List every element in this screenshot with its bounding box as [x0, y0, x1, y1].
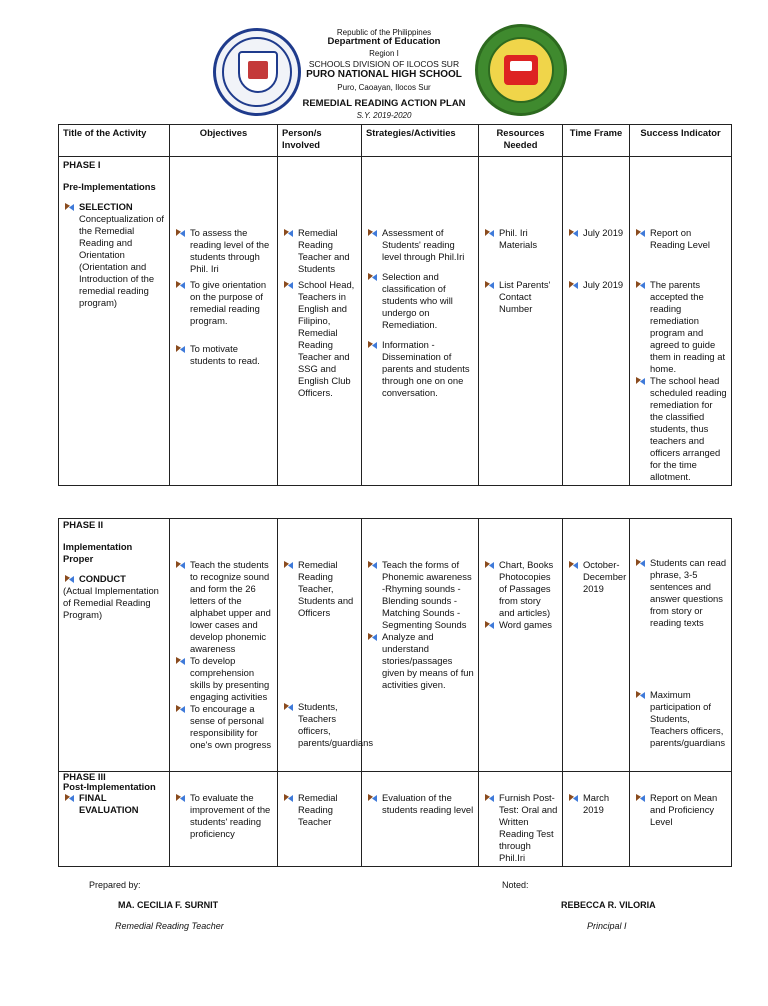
- objectives-cell: [170, 519, 278, 772]
- resource-item: List Parents' Contact Number: [499, 279, 551, 314]
- bullet-icon: [636, 377, 645, 385]
- noted-label: Noted:: [502, 880, 529, 890]
- bullet-icon: [368, 229, 377, 237]
- timeframe-cell: [563, 157, 630, 486]
- activity-cell: [59, 772, 170, 867]
- stage-label: Post-Implementation: [63, 781, 156, 792]
- bullet-icon: [284, 794, 293, 802]
- person-item: School Head, Teachers in English and Filipino, Remedial Reading Teacher and SSG and English Club Officers.: [298, 279, 355, 398]
- resource-item: Chart, Books Photocopies of Passages from story and articles): [499, 559, 554, 618]
- col-resources: Resources Needed: [479, 125, 563, 157]
- school-name: PURO NATIONAL HIGH SCHOOL: [306, 69, 462, 80]
- strategy-item: Information -Dissemination of parents and students through one on one conversation.: [382, 339, 470, 398]
- bullet-icon: [485, 621, 494, 629]
- bullet-icon: [569, 281, 578, 289]
- bullet-icon: [176, 229, 185, 237]
- bullet-icon: [176, 705, 185, 713]
- objective-item: To assess the reading level of the students through Phil. Iri: [190, 227, 270, 274]
- col-title-activity: Title of the Activity: [59, 125, 170, 157]
- bullet-icon: [176, 657, 185, 665]
- activity-title: CONDUCT: [79, 573, 126, 584]
- objectives-cell: [170, 157, 278, 486]
- resource-item: Phil. Iri Materials: [499, 227, 538, 250]
- bullet-icon: [368, 561, 377, 569]
- strategies-cell: [362, 519, 479, 772]
- bullet-icon: [176, 561, 185, 569]
- resource-item: Furnish Post-Test: Oral and Written Reading Test through Phil.Iri: [499, 792, 558, 863]
- strategy-item: Selection and classification of students who will undergo on Remediation.: [382, 271, 453, 330]
- bullet-icon: [284, 703, 293, 711]
- col-persons: Person/s Involved: [278, 125, 362, 157]
- table-row: [59, 157, 732, 486]
- person-item: Students, Teachers officers, parents/guardians: [298, 701, 374, 748]
- success-item: Students can read phrase, 3-5 sentences and answer questions from story or reading texts: [650, 557, 727, 628]
- bullet-icon: [176, 345, 185, 353]
- success-cell: [630, 157, 732, 486]
- bullet-icon: [636, 229, 645, 237]
- timeframe-item: October-December 2019: [583, 559, 627, 594]
- col-success: Success Indicator: [630, 125, 732, 157]
- noted-name: REBECCA R. VILORIA: [561, 900, 656, 910]
- division-line: SCHOOLS DIVISION OF ILOCOS SUR: [308, 59, 460, 69]
- timeframe-item: July 2019: [583, 279, 624, 290]
- bullet-icon: [176, 281, 185, 289]
- person-item: Remedial Reading Teacher and Students: [298, 227, 350, 274]
- activity-cell: [59, 519, 170, 772]
- success-item: The school head scheduled reading remediation for the classified students, thus teachers and officers arranged for the time allotment.: [650, 375, 727, 482]
- timeframe-cell: [563, 772, 630, 867]
- prepared-by-label: Prepared by:: [89, 880, 141, 890]
- department-line: Department of Education: [327, 36, 441, 47]
- strategy-item: Teach the forms of Phonemic awareness -Rhyming sounds -Blending sounds -Matching Sounds -Segmenting Sounds: [382, 559, 472, 630]
- resources-cell: [479, 157, 563, 486]
- region-line: Region I: [369, 49, 399, 58]
- activity-desc: Conceptualization of the Remedial Reading and Orientation (Orientation and Introduction of the remedial reading program): [79, 213, 164, 308]
- person-item: Remedial Reading Teacher: [298, 792, 338, 827]
- phase-label: PHASE I: [63, 159, 101, 170]
- bullet-icon: [485, 281, 494, 289]
- bullet-icon: [284, 561, 293, 569]
- objective-item: To evaluate the improvement of the students' reading proficiency: [190, 792, 271, 839]
- bullet-icon: [485, 561, 494, 569]
- header-row: [59, 125, 732, 157]
- strategies-cell: [362, 772, 479, 867]
- success-item: Report on Reading Level: [650, 227, 710, 250]
- noted-role: Principal I: [587, 921, 627, 931]
- bullet-icon: [65, 203, 74, 211]
- school-year: S.Y. 2019-2020: [356, 111, 412, 120]
- success-cell: [630, 772, 732, 867]
- table-row: [59, 519, 732, 772]
- bullet-icon: [284, 281, 293, 289]
- activity-title: FINAL EVALUATION: [79, 792, 139, 815]
- strategy-item: Assessment of Students' reading level through Phil.Iri: [382, 227, 465, 262]
- bullet-icon: [636, 691, 645, 699]
- timeframe-item: March 2019: [583, 792, 610, 815]
- person-item: Remedial Reading Teacher, Students and Officers: [298, 559, 354, 618]
- phase-label: PHASE II: [63, 519, 104, 530]
- objective-item: To develop comprehension skills by presenting engaging activities: [190, 655, 270, 702]
- strategies-cell: [362, 157, 479, 486]
- success-item: Report on Mean and Proficiency Level: [650, 792, 718, 827]
- persons-cell: [278, 519, 374, 772]
- bullet-icon: [569, 561, 578, 569]
- resources-cell: [479, 772, 563, 867]
- bullet-icon: [485, 229, 494, 237]
- success-cell: [630, 519, 732, 772]
- col-objectives: Objectives: [170, 125, 278, 157]
- objective-item: To motivate students to read.: [190, 343, 260, 366]
- action-plan-table-phase2-3: [58, 518, 732, 867]
- bullet-icon: [368, 341, 377, 349]
- phase-label: PHASE III: [63, 771, 106, 782]
- bullet-icon: [485, 794, 494, 802]
- timeframe-item: July 2019: [583, 227, 624, 238]
- timeframe-cell: [563, 519, 630, 772]
- success-item: Maximum participation of Students, Teachers officers, parents/guardians: [650, 689, 726, 748]
- col-timeframe: Time Frame: [563, 125, 630, 157]
- stage-label: Implementation Proper: [63, 541, 133, 564]
- bullet-icon: [569, 229, 578, 237]
- bullet-icon: [176, 794, 185, 802]
- objective-item: To encourage a sense of personal responsibility for one's own progress: [190, 703, 272, 750]
- bullet-icon: [65, 794, 74, 802]
- col-strategies: Strategies/Activities: [362, 125, 479, 157]
- prepared-by-role: Remedial Reading Teacher: [115, 921, 224, 931]
- activity-cell: [59, 157, 170, 486]
- table-row: [59, 772, 732, 867]
- school-address: Puro, Caoayan, Ilocos Sur: [337, 83, 431, 92]
- objective-item: To give orientation on the purpose of remedial reading program.: [190, 279, 267, 326]
- prepared-by-name: MA. CECILIA F. SURNIT: [118, 900, 219, 910]
- action-plan-table-phase1: [58, 124, 732, 486]
- objective-item: Teach the students to recognize sound and form the 26 letters of the alphabet upper and lower cases and develop phonemic awareness: [190, 559, 271, 654]
- bullet-icon: [65, 575, 74, 583]
- bullet-icon: [368, 273, 377, 281]
- persons-cell: [278, 772, 362, 867]
- resources-cell: [479, 519, 563, 772]
- objectives-cell: [170, 772, 278, 867]
- republic-line: Republic of the Philippines: [336, 28, 432, 37]
- bullet-icon: [368, 794, 377, 802]
- strategy-item: Analyze and understand stories/passages given by means of fun activities given.: [382, 631, 474, 690]
- strategy-item: Evaluation of the students reading level: [382, 792, 474, 815]
- stage-label: Pre-Implementations: [63, 181, 156, 192]
- bullet-icon: [569, 794, 578, 802]
- bullet-icon: [636, 281, 645, 289]
- activity-title: SELECTION: [79, 201, 133, 212]
- bullet-icon: [368, 633, 377, 641]
- bullet-icon: [636, 794, 645, 802]
- bullet-icon: [636, 559, 645, 567]
- success-item: The parents accepted the reading remediation program and agreed to guide them in reading at home.: [650, 279, 726, 374]
- activity-desc: (Actual Implementation of Remedial Reading Program): [63, 585, 159, 620]
- document-title: REMEDIAL READING ACTION PLAN: [302, 98, 466, 109]
- resource-item: Word games: [499, 619, 552, 630]
- persons-cell: [278, 157, 362, 486]
- bullet-icon: [284, 229, 293, 237]
